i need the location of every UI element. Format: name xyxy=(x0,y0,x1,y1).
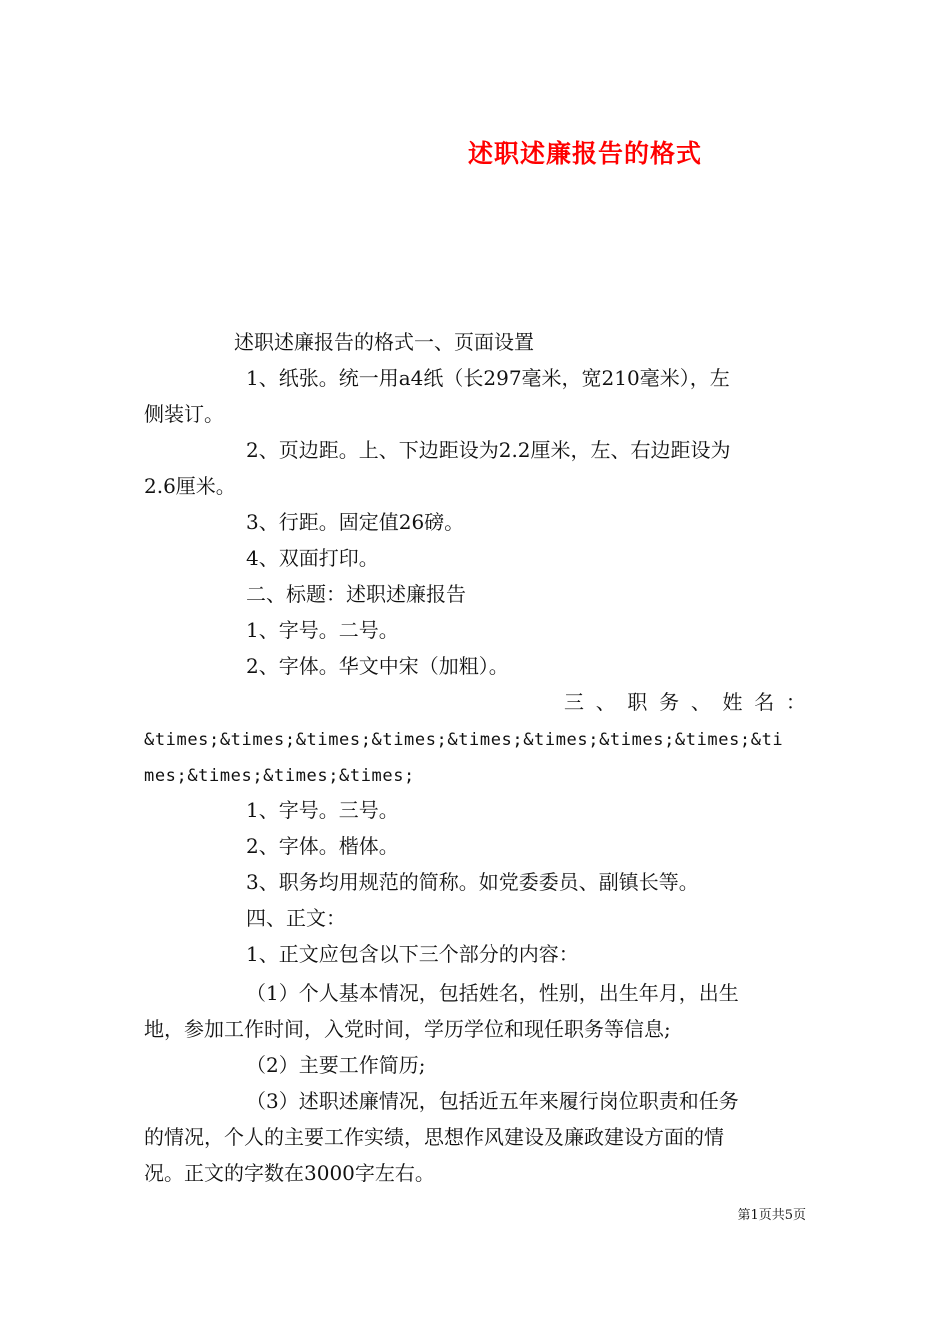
paragraph-line: （2）主要工作简历; xyxy=(246,1053,426,1077)
placeholder-entity-line: mes;&times;&times;&times; xyxy=(144,766,415,786)
paragraph-line: 3、职务均用规范的简称。如党委委员、副镇长等。 xyxy=(246,870,699,894)
paragraph-line: 1、纸张。统一用a4纸（长297毫米，宽210毫米），左 xyxy=(246,366,730,390)
paragraph-line: 2、页边距。上、下边距设为2.2厘米，左、右边距设为 xyxy=(246,438,731,462)
paragraph-line: 2、字体。楷体。 xyxy=(246,834,399,858)
paragraph-line: 地，参加工作时间，入党时间，学历学位和现任职务等信息; xyxy=(144,1017,671,1041)
paragraph-line: （1）个人基本情况，包括姓名，性别，出生年月，出生 xyxy=(246,981,739,1005)
heading-char: 务 xyxy=(659,690,680,714)
heading-char: 名 xyxy=(754,690,775,714)
paragraph-line: 况。正文的字数在3000字左右。 xyxy=(144,1161,435,1185)
paragraph-line: 2、字体。华文中宋（加粗）。 xyxy=(246,654,509,678)
heading-char: 姓 xyxy=(722,690,743,714)
paragraph-line: 3、行距。固定值26磅。 xyxy=(246,510,465,534)
section-three-heading xyxy=(564,684,806,720)
heading-char: 职 xyxy=(627,690,648,714)
document-title: 述职述廉报告的格式 xyxy=(468,139,703,168)
heading-char: 三 xyxy=(564,690,584,714)
section-one-heading: 述职述廉报告的格式一、页面设置 xyxy=(234,330,534,354)
paragraph-line: 1、字号。二号。 xyxy=(246,618,399,642)
heading-char: ： xyxy=(785,690,806,714)
heading-char: 、 xyxy=(690,690,711,714)
page-number: 第1页共5页 xyxy=(737,1208,806,1223)
section-two-heading: 二、标题：述职述廉报告 xyxy=(246,582,466,606)
heading-char: 、 xyxy=(595,690,616,714)
paragraph-line: 的情况，个人的主要工作实绩，思想作风建设及廉政建设方面的情 xyxy=(144,1125,724,1149)
paragraph-line: 侧装订。 xyxy=(144,402,224,426)
paragraph-line: （3）述职述廉情况，包括近五年来履行岗位职责和任务 xyxy=(246,1089,739,1113)
paragraph-line: 1、正文应包含以下三个部分的内容： xyxy=(246,942,579,966)
paragraph-line: 2.6厘米。 xyxy=(144,474,236,498)
placeholder-entity-line: &times;&times;&times;&times;&times;&times;&times;&times;&ti xyxy=(144,730,784,750)
paragraph-line: 1、字号。三号。 xyxy=(246,798,399,822)
section-four-heading: 四、正文： xyxy=(246,906,346,930)
paragraph-line: 4、双面打印。 xyxy=(246,546,379,570)
